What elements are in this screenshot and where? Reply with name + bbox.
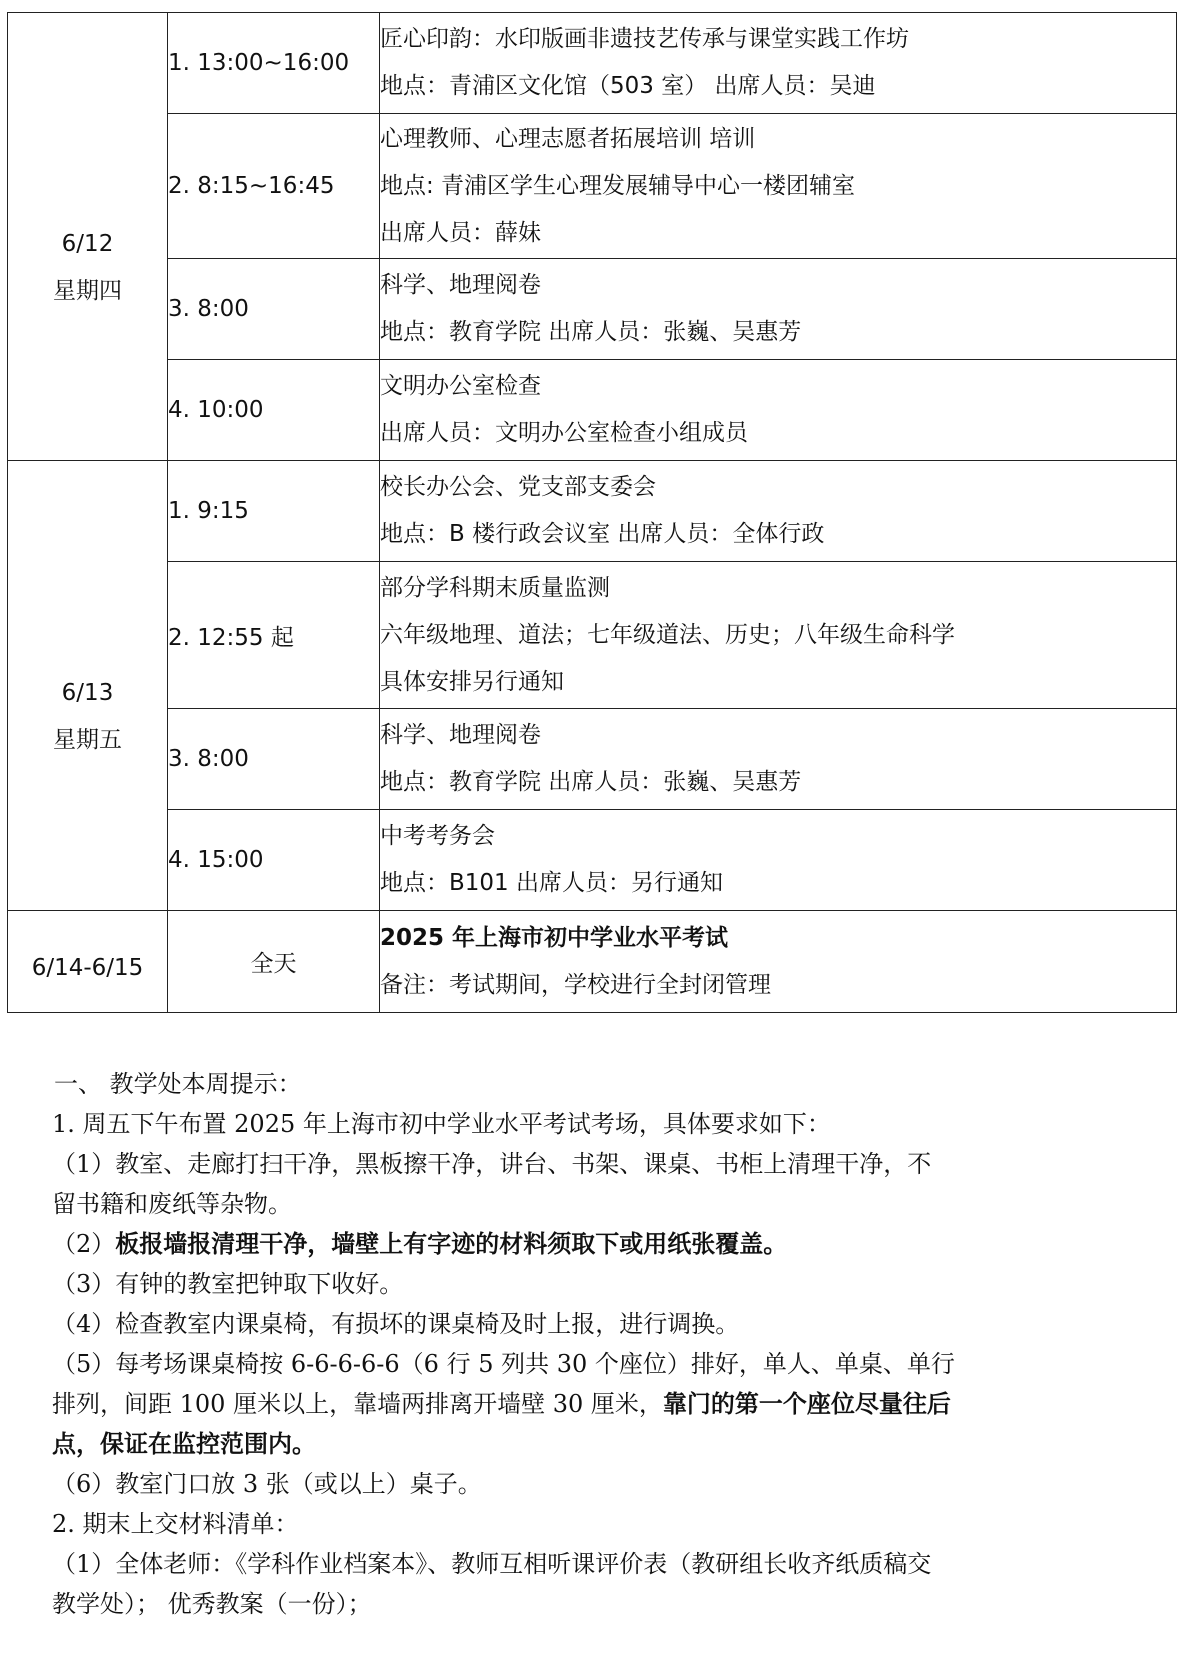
note-subitem-continued [52, 1424, 1132, 1464]
note-subitem: （6）教室门口放 3 张（或以上）桌子。 [52, 1470, 482, 1498]
time-cell: 2. 12:55 起 [168, 562, 380, 709]
event-detail: 地点：教育学院 出席人员：张巍、吴惠芳 [380, 769, 802, 795]
event-detail: 地点: 青浦区学生心理发展辅导中心一楼团辅室 [380, 172, 856, 199]
date-cell [8, 13, 168, 461]
date-label: 6/12 [61, 230, 114, 257]
time-cell: 2. 8:15~16:45 [168, 114, 380, 259]
note-item-title: 1. 周五下午布置 2025 年上海市初中学业水平考试考场，具体要求如下： [52, 1110, 831, 1138]
note-subitem: （1）教室、走廊打扫干净，黑板擦干净，讲台、书架、课桌、书柜上清理干净，不 [52, 1150, 932, 1178]
event-detail: 出席人员：薛妹 [380, 219, 541, 246]
table-row [8, 360, 1177, 461]
note-subitem: （1）全体老师：《学科作业档案本》、教师互相听课评价表（教研组长收齐纸质稿交 [52, 1550, 932, 1578]
date-label: 6/14-6/15 [31, 955, 144, 981]
note-subitem-continued: 教学处）； 优秀教案（一份）； [52, 1590, 372, 1618]
event-cell [380, 461, 1177, 562]
event-cell [380, 911, 1177, 1013]
table-row [8, 709, 1177, 810]
event-cell [380, 709, 1177, 810]
event-detail: 具体安排另行通知 [380, 668, 564, 695]
event-title: 2025 年上海市初中学业水平考试 [380, 924, 729, 951]
event-title: 匠心印韵：水印版画非遗技艺传承与课堂实践工作坊 [380, 26, 909, 52]
event-title: 科学、地理阅卷 [380, 722, 541, 748]
time-cell: 4. 15:00 [168, 810, 380, 911]
note-subitem [52, 1224, 1132, 1264]
time-cell: 3. 8:00 [168, 709, 380, 810]
event-title: 校长办公会、党支部支委会 [380, 474, 656, 500]
time-cell: 全天 [168, 911, 380, 1013]
event-cell [380, 114, 1177, 259]
event-title: 科学、地理阅卷 [380, 272, 541, 298]
time-cell: 4. 10:00 [168, 360, 380, 461]
event-cell [380, 562, 1177, 709]
time-cell: 3. 8:00 [168, 259, 380, 360]
note-text-plain: 排列，间距 100 厘米以上，靠墙两排离开墙壁 30 厘米， [52, 1390, 663, 1418]
note-text-bold: 点，保证在监控范围内。 [52, 1429, 316, 1458]
event-detail: 出席人员：文明办公室检查小组成员 [380, 420, 748, 446]
notes-heading: 一、 教学处本周提示： [54, 1070, 302, 1098]
note-item-title: 2. 期末上交材料清单： [52, 1510, 299, 1538]
note-subitem: （4）检查教室内课桌椅，有损坏的课桌椅及时上报，进行调换。 [52, 1310, 740, 1338]
event-title: 中考考务会 [380, 823, 495, 849]
time-cell: 1. 13:00~16:00 [168, 13, 380, 114]
weekday-label: 星期四 [53, 277, 122, 304]
date-label: 6/13 [61, 679, 114, 706]
event-detail: 地点：教育学院 出席人员：张巍、吴惠芳 [380, 319, 802, 345]
event-detail: 六年级地理、道法；七年级道法、历史；八年级生命科学 [380, 621, 955, 648]
event-title: 心理教师、心理志愿者拓展培训 培训 [380, 125, 756, 152]
event-title: 文明办公室检查 [380, 373, 541, 399]
event-note: 备注：考试期间，学校进行全封闭管理 [380, 971, 771, 998]
note-subitem-continued [52, 1384, 1132, 1424]
table-row [8, 114, 1177, 259]
note-subitem: （5）每考场课桌椅按 6-6-6-6-6（6 行 5 列共 30 个座位）排好，单人、单桌、单行 [52, 1350, 955, 1378]
note-subitem-prefix: （2） [52, 1230, 116, 1258]
date-cell [8, 911, 168, 1013]
event-cell [380, 13, 1177, 114]
teaching-notes [52, 1064, 1132, 1624]
event-cell [380, 360, 1177, 461]
event-cell [380, 259, 1177, 360]
table-row [8, 461, 1177, 562]
time-cell: 1. 9:15 [168, 461, 380, 562]
table-row [8, 259, 1177, 360]
note-subitem-bold: 板报墙报清理干净，墙壁上有字迹的材料须取下或用纸张覆盖。 [115, 1229, 788, 1258]
weekday-label: 星期五 [53, 726, 122, 753]
date-cell [8, 461, 168, 911]
note-subitem-continued: 留书籍和废纸等杂物。 [52, 1190, 292, 1218]
schedule-table [7, 12, 1177, 1013]
note-text-bold: 靠门的第一个座位尽量往后 [662, 1389, 951, 1418]
event-detail: 地点：青浦区文化馆（503 室） 出席人员：吴迪 [380, 73, 876, 99]
table-row [8, 562, 1177, 709]
event-title: 部分学科期末质量监测 [380, 574, 610, 601]
event-detail: 地点：B101 出席人员：另行通知 [380, 870, 723, 896]
event-cell [380, 810, 1177, 911]
table-row [8, 911, 1177, 1013]
event-detail: 地点：B 楼行政会议室 出席人员：全体行政 [380, 521, 825, 547]
table-row [8, 13, 1177, 114]
note-subitem: （3）有钟的教室把钟取下收好。 [52, 1270, 404, 1298]
table-row [8, 810, 1177, 911]
